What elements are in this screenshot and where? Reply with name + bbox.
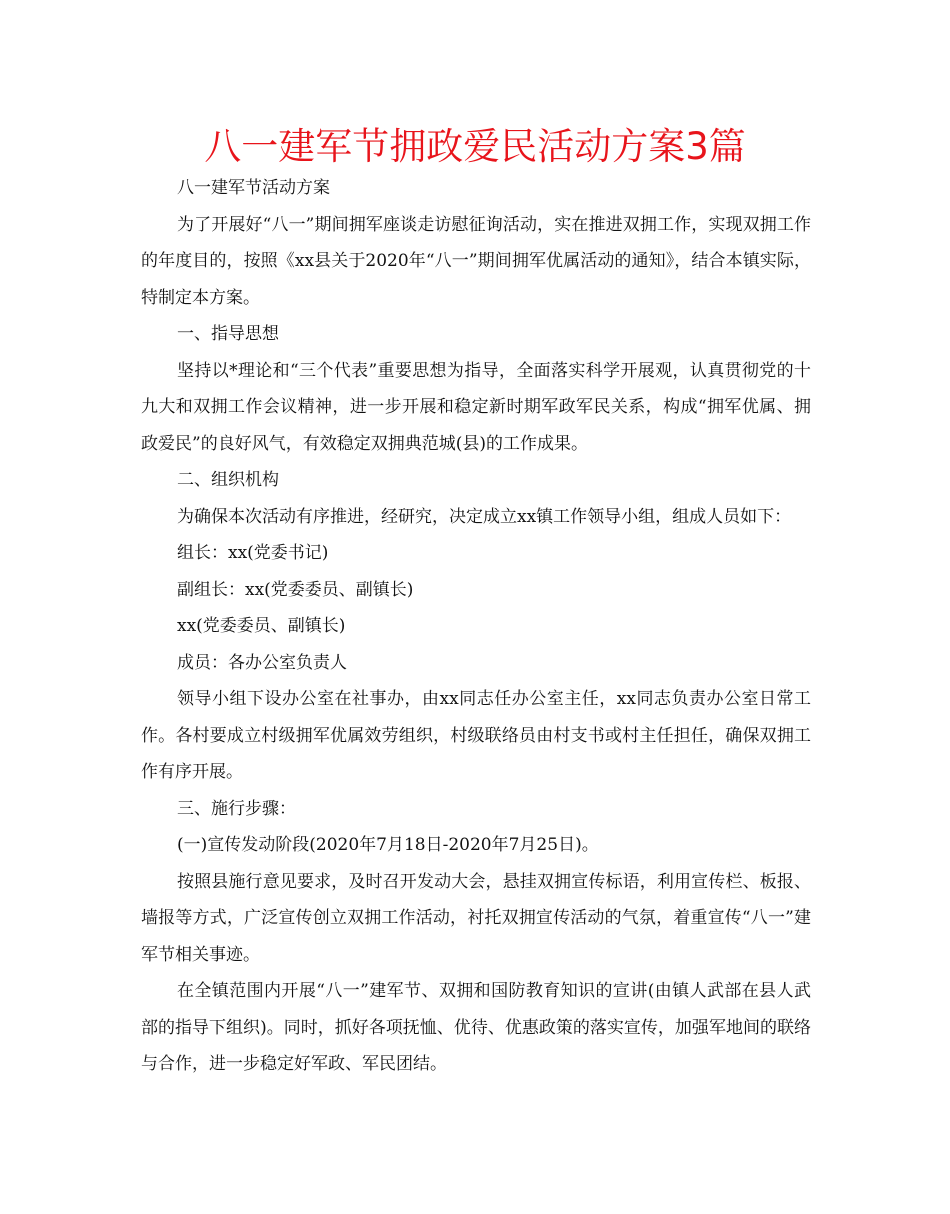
paragraph-members: 成员：各办公室负责人 <box>177 652 347 673</box>
paragraph-organization: 为确保本次活动有序推进，经研究，决定成立xx镇工作领导小组，组成人员如下： <box>177 506 792 527</box>
paragraph-publicity: 按照县施行意见要求，及时召开发动大会，悬挂双拥宣传标语，利用宣传栏、板报、墙报等方式，广泛宣传创立双拥工作活动，衬托双拥宣传活动的气氛，着重宣传“八一”建军节相关事迹。 <box>141 871 811 965</box>
paragraph-stage-one: (一)宣传发动阶段(2020年7月18日-2020年7月25日)。 <box>177 835 599 855</box>
paragraph-subtitle: 八一建军节活动方案 <box>177 178 330 198</box>
document-body <box>141 170 811 1083</box>
document-title: 八一建军节拥政爱民活动方案3篇 <box>204 125 746 168</box>
paragraph-office: 领导小组下设办公室在社事办，由xx同志任办公室主任，xx同志负责办公室日常工作。各村要成立村级拥军优属效劳组织，村级联络员由村支书或村主任担任，确保双拥工作有序开展。 <box>141 689 811 782</box>
paragraph-guiding-thought: 坚持以*理论和“三个代表”重要思想为指导，全面落实科学开展观，认真贯彻党的十九大和双拥工作会议精神，进一步开展和稳定新时期军政军民关系，构成“拥军优属、拥政爱民”的良好风气，有效稳定双拥典范城(县)的工作成果。 <box>141 360 811 454</box>
paragraph-education: 在全镇范围内开展“八一”建军节、双拥和国防教育知识的宣讲(由镇人武部在县人武部的指导下组织)。同时，抓好各项抚恤、优待、优惠政策的落实宣传，加强军地间的联络与合作，进一步稳定好军政、军民团结。 <box>141 981 811 1074</box>
paragraph-deputy-leader: 副组长：xx(党委委员、副镇长) <box>177 579 414 600</box>
paragraph-intro: 为了开展好“八一”期间拥军座谈走访慰征询活动，实在推进双拥工作，实现双拥工作的年度目的，按照《xx县关于2020年“八一”期间拥军优属活动的通知》，结合本镇实际，特制定本方案。 <box>141 214 811 308</box>
section-heading-organization: 二、组织机构 <box>177 470 279 490</box>
section-heading-steps: 三、施行步骤： <box>177 798 296 819</box>
paragraph-deputy-leader-2: xx(党委委员、副镇长) <box>177 616 346 636</box>
paragraph-leader: 组长：xx(党委书记) <box>177 543 329 563</box>
section-heading-guiding-thought: 一、指导思想 <box>177 324 279 344</box>
